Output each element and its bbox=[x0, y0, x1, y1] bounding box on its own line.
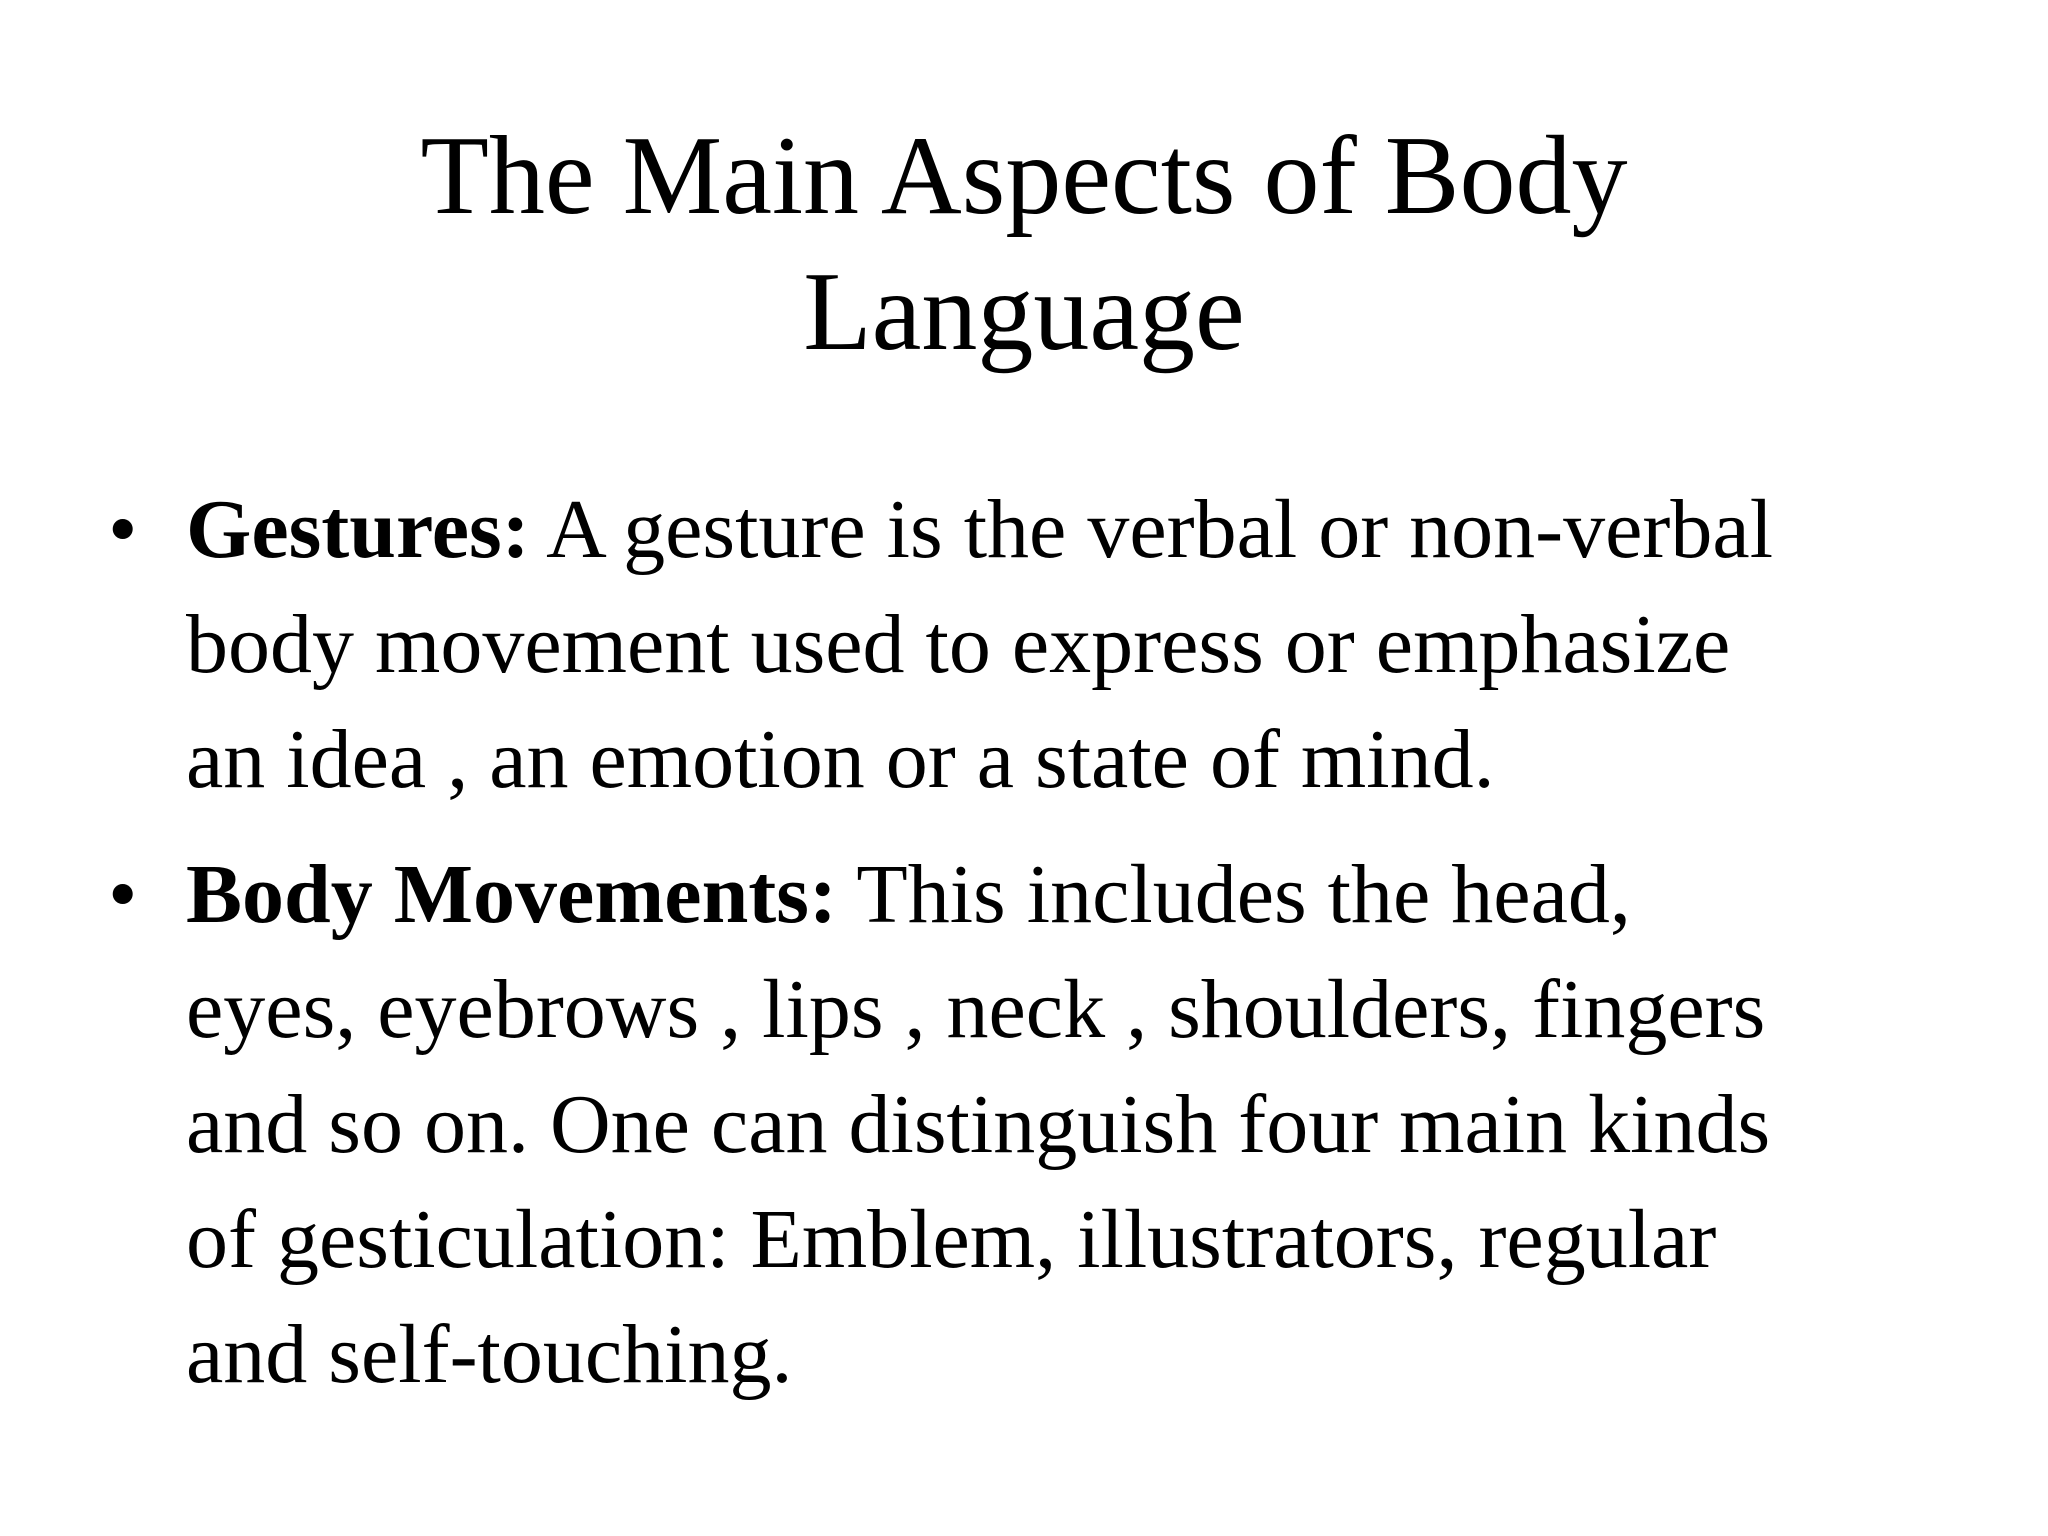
bullet-dot-icon: • bbox=[108, 848, 138, 941]
bullet-dot-icon: • bbox=[108, 483, 138, 576]
bullet-item-body-movements bbox=[108, 837, 1988, 1412]
bullet-line: of gesticulation: Emblem, illustrators, regular bbox=[186, 1193, 1717, 1286]
bullet-line: and so on. One can distinguish four main kinds bbox=[186, 1078, 1771, 1171]
bullet-line: an idea , an emotion or a state of mind. bbox=[186, 713, 1495, 806]
bullet-term: Body Movements: bbox=[186, 848, 837, 941]
bullet-term: Gestures: bbox=[186, 483, 530, 576]
bullet-line bbox=[186, 837, 1988, 952]
bullet-text: This includes the head, bbox=[836, 848, 1631, 941]
slide-title bbox=[0, 108, 2048, 380]
bullet-line: eyes, eyebrows , lips , neck , shoulders, fingers bbox=[186, 963, 1766, 1056]
slide-title-line-2: Language bbox=[803, 250, 1245, 374]
slide-title-line-1: The Main Aspects of Body bbox=[420, 114, 1628, 238]
bullet-line: body movement used to express or emphasize bbox=[186, 598, 1731, 691]
bullet-item-gestures bbox=[108, 472, 1988, 817]
bullet-line: and self-touching. bbox=[186, 1308, 793, 1401]
bullet-text: A gesture is the verbal or non-verbal bbox=[529, 483, 1774, 576]
bullet-list bbox=[108, 472, 1988, 1432]
bullet-line bbox=[186, 472, 1988, 587]
